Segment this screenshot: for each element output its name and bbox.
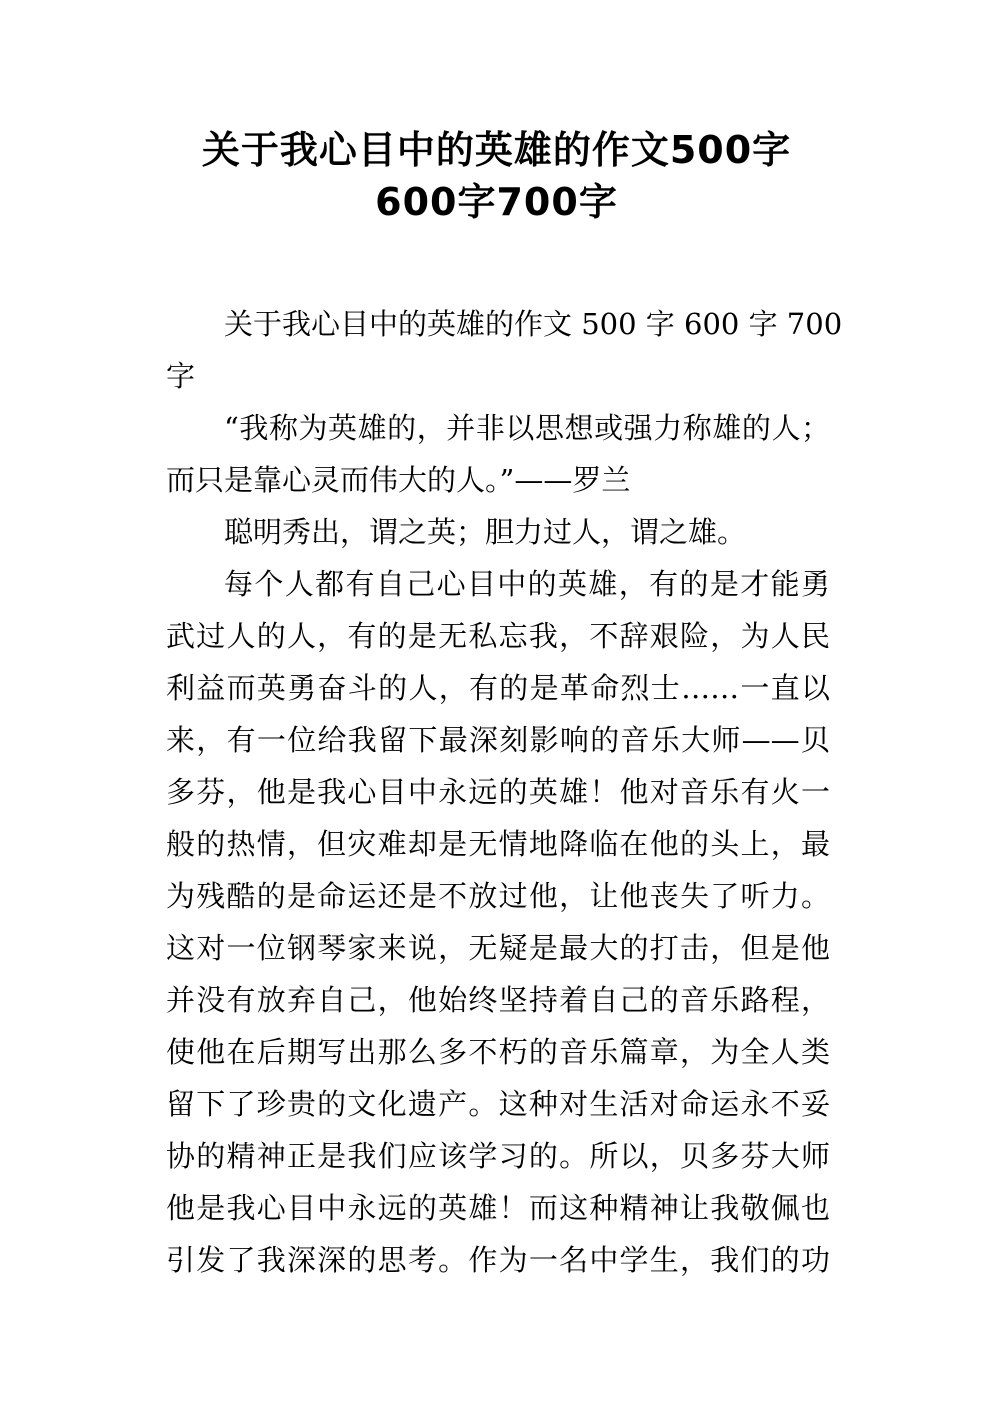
text-line: 武过人的人，有的是无私忘我，不辞艰险，为人民 [166, 619, 830, 653]
paragraph [166, 506, 830, 558]
text-line: 聪明秀出，谓之英；胆力过人，谓之雄。 [224, 515, 747, 549]
document-title [0, 124, 993, 228]
text-line: 而只是靠心灵而伟大的人。”——罗兰 [166, 463, 631, 497]
text-line: 多芬，他是我心目中永远的英雄！他对音乐有火一 [166, 775, 830, 809]
text-line: 协的精神正是我们应该学习的。所以，贝多芬大师 [166, 1139, 830, 1173]
title-line-2: 600字700字 [375, 180, 618, 224]
text-line: 每个人都有自己心目中的英雄，有的是才能勇 [224, 567, 830, 601]
text-line: 利益而英勇奋斗的人，有的是革命烈士……一直以 [166, 671, 830, 705]
text-line: 般的热情，但灾难却是无情地降临在他的头上，最 [166, 827, 830, 861]
text-line: “我称为英雄的，并非以思想或强力称雄的人； [224, 411, 830, 445]
title-line-1: 关于我心目中的英雄的作文500字 [201, 128, 792, 172]
text-line: 字 [166, 359, 196, 393]
text-line: 引发了我深深的思考。作为一名中学生，我们的功 [166, 1243, 830, 1277]
text-line: 留下了珍贵的文化遗产。这种对生活对命运永不妥 [166, 1087, 830, 1121]
paragraph [166, 402, 830, 506]
paragraph [166, 558, 830, 1286]
text-line: 来，有一位给我留下最深刻影响的音乐大师——贝 [166, 723, 830, 757]
text-line: 这对一位钢琴家来说，无疑是最大的打击，但是他 [166, 931, 830, 965]
text-line: 为残酷的是命运还是不放过他，让他丧失了听力。 [166, 879, 830, 913]
text-line: 并没有放弃自己，他始终坚持着自己的音乐路程， [166, 983, 830, 1017]
paragraph [166, 298, 843, 402]
document-body [166, 298, 843, 1286]
text-line: 关于我心目中的英雄的作文 500 字 600 字 700 [224, 307, 843, 341]
text-line: 他是我心目中永远的英雄！而这种精神让我敬佩也 [166, 1191, 830, 1225]
text-line: 使他在后期写出那么多不朽的音乐篇章，为全人类 [166, 1035, 830, 1069]
